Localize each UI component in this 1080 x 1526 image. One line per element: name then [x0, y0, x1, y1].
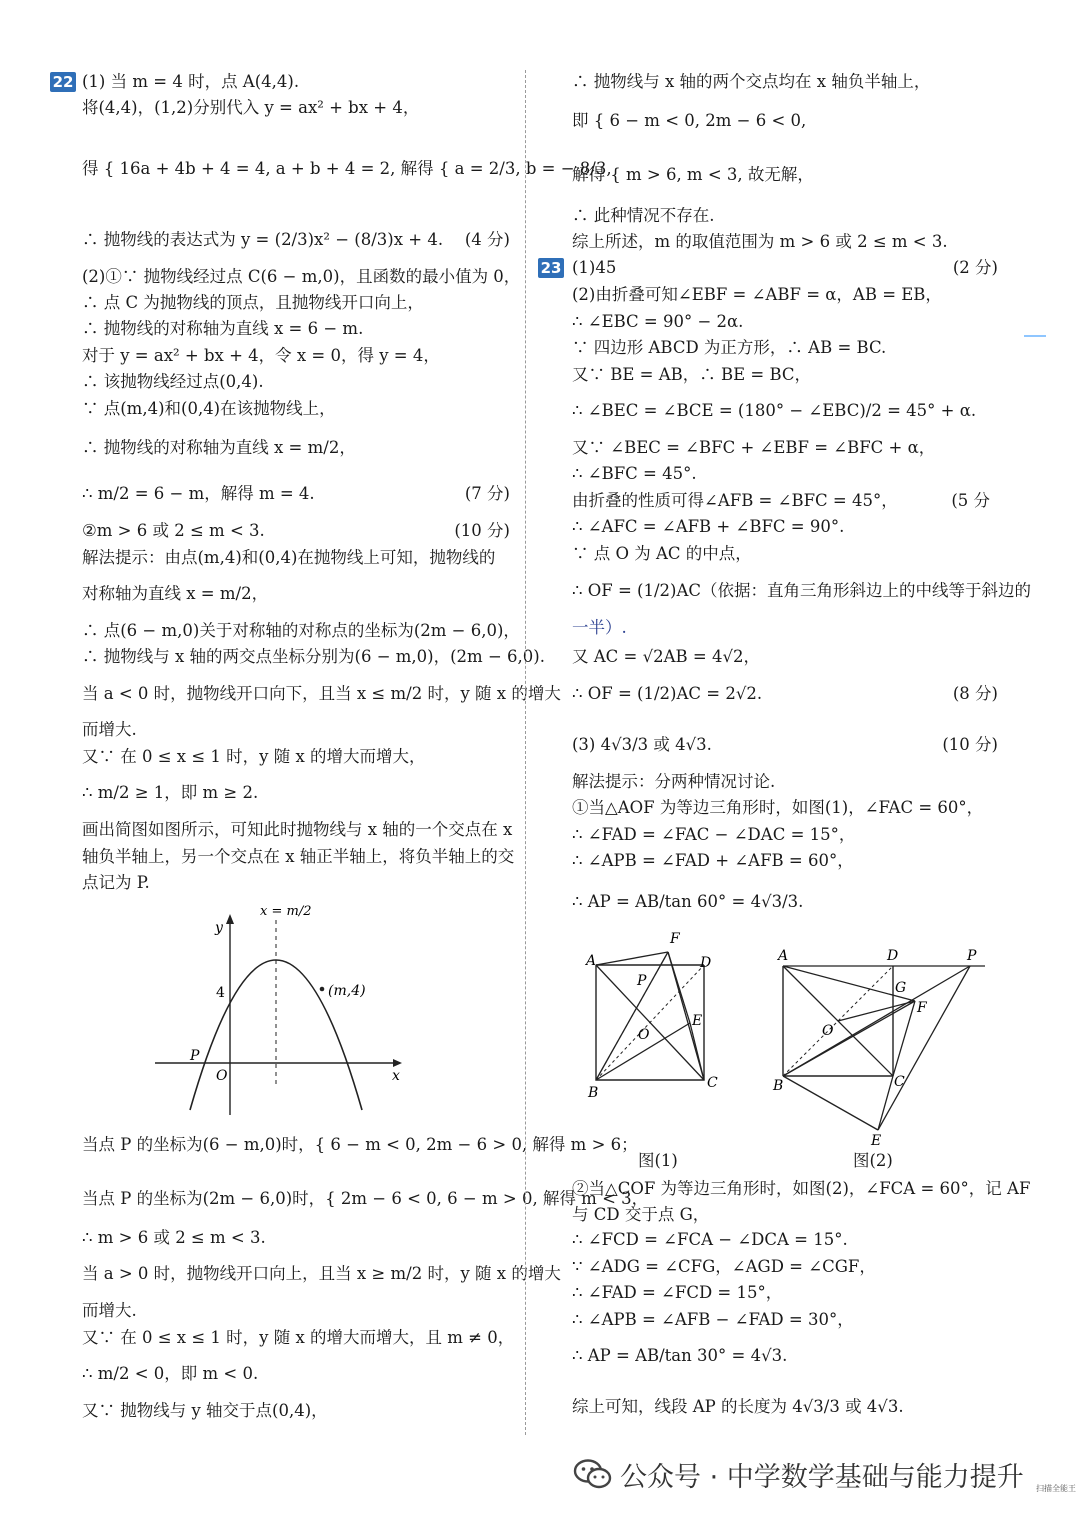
fig2-label-f: F: [917, 1000, 927, 1016]
q22-line: 当点 P 的坐标为(6 − m,0)时，{ 6 − m < 0, 2m − 6 > 0, 解得 m > 6；: [82, 1135, 638, 1154]
fig1-label-p: P: [637, 973, 647, 989]
q22-line: ∴ 抛物线与 x 轴的两交点坐标分别为(6 − m,0)，(2m − 6,0).: [82, 647, 545, 666]
parabola-graph: [150, 900, 410, 1120]
q22-line: ∴ 抛物线的表达式为 y = (2/3)x² − (8/3)x + 4.: [82, 230, 444, 249]
q23-line: ∵ 点 O 为 AC 的中点，: [572, 544, 752, 563]
q22-line: (1) 当 m = 4 时，点 A(4,4).: [82, 72, 300, 91]
q23-line: ∴ ∠AFC = ∠AFB + ∠BFC = 90°.: [572, 517, 845, 536]
wechat-icon: [573, 1458, 613, 1490]
score-label: (8 分): [952, 684, 998, 703]
graph-p-label: P: [190, 1048, 200, 1064]
q23-line: 又∵ BE = AB，∴ BE = BC，: [572, 365, 812, 384]
q23-line: ∴ AP = AB/tan 60° = 4√3/3.: [572, 892, 804, 911]
q23-line: 由折叠的性质可得∠AFB = ∠BFC = 45°，: [572, 491, 898, 510]
q23-line: ∴ ∠BFC = 45°.: [572, 464, 697, 483]
q23-line: ∵ 四边形 ABCD 为正方形，∴ AB = BC.: [572, 338, 887, 357]
q22-continued-line: ∴ 此种情况不存在.: [572, 206, 715, 225]
q22-line: 又∵ 在 0 ≤ x ≤ 1 时，y 随 x 的增大而增大，: [82, 747, 426, 766]
fig1-label-o: O: [638, 1027, 650, 1043]
graph-y-label: y: [215, 920, 223, 936]
q23-line: ∴ ∠BEC = ∠BCE = (180° − ∠EBC)/2 = 45° + α.: [572, 401, 977, 420]
score-label: (7 分): [464, 484, 510, 503]
graph-point-label: (m,4): [328, 983, 366, 999]
q23-line: ∴ OF = (1/2)AC = 2√2.: [572, 684, 763, 703]
fig2-label-e: E: [871, 1133, 882, 1149]
q23-line: (1)45: [572, 258, 617, 277]
score-label: (4 分): [464, 230, 510, 249]
q22-line: 而增大.: [82, 1301, 137, 1320]
fig1-label-f: F: [670, 931, 680, 947]
score-label: (10 分): [454, 521, 510, 540]
q22-line: 轴负半轴上，另一个交点在 x 轴正半轴上，将负半轴上的交: [82, 847, 515, 866]
q22-continued-line: 即 { 6 − m < 0, 2m − 6 < 0,: [572, 111, 807, 130]
q22-line: 将(4,4)，(1,2)分别代入 y = ax² + bx + 4，: [82, 98, 420, 117]
q23-line: ∴ ∠FAD = ∠FCD = 15°，: [572, 1283, 783, 1302]
fig1-label-e: E: [692, 1013, 703, 1029]
question-badge-22: 22: [50, 72, 76, 92]
q22-line: ∴ m/2 < 0，即 m < 0.: [82, 1364, 259, 1383]
q22-line: 解法提示：由点(m,4)和(0,4)在抛物线上可知，抛物线的: [82, 548, 496, 567]
q23-line: (2)由折叠可知∠EBF = ∠ABF = α，AB = EB，: [572, 285, 942, 304]
fig2-label-d: D: [887, 948, 899, 964]
q23-line: ∴ ∠EBC = 90° − 2α.: [572, 312, 744, 331]
q22-line: 对于 y = ax² + bx + 4，令 x = 0，得 y = 4，: [82, 346, 440, 365]
q22-line: ∴ m/2 ≥ 1，即 m ≥ 2.: [82, 783, 259, 802]
scanner-tag: 扫描全能王: [1036, 1484, 1076, 1493]
fig2-label-b: B: [773, 1078, 784, 1094]
q22-line: ∴ m > 6 或 2 ≤ m < 3.: [82, 1228, 266, 1247]
q22-line: ∴ 抛物线的对称轴为直线 x = m/2，: [82, 438, 356, 457]
q22-line: 对称轴为直线 x = m/2，: [82, 584, 269, 603]
watermark-text: 公众号 · 中学数学基础与能力提升: [620, 1462, 1024, 1493]
q23-line: ①当△AOF 为等边三角形时，如图(1)，∠FAC = 60°，: [572, 798, 984, 817]
fig1-caption: 图(1): [638, 1151, 678, 1170]
graph-axis-label: x = m/2: [260, 904, 312, 919]
fig2-label-o: O: [822, 1023, 834, 1039]
score-label: (5 分: [951, 491, 990, 510]
fig1-label-a: A: [586, 953, 597, 969]
q22-line: ∴ 该抛物线经过点(0,4).: [82, 372, 264, 391]
q22-line: (2)①∵ 抛物线经过点 C(6 − m,0)，且函数的最小值为 0，: [82, 267, 521, 286]
q23-line: 又 AC = √2AB = 4√2，: [572, 647, 760, 666]
q23-line: ∴ ∠APB = ∠FAD + ∠AFB = 60°，: [572, 851, 854, 870]
q23-line: ∴ OF = (1/2)AC（依据：直角三角形斜边上的中线等于斜边的: [572, 581, 1032, 600]
q22-line: 当点 P 的坐标为(2m − 6,0)时，{ 2m − 6 < 0, 6 − m > 0, 解得 m < 3，: [82, 1189, 649, 1208]
score-label: (2 分): [952, 258, 998, 277]
q22-continued-line: ∴ 抛物线与 x 轴的两个交点均在 x 轴负半轴上，: [572, 72, 931, 91]
fig2-label-c: C: [894, 1074, 905, 1090]
q23-line: 解法提示：分两种情况讨论.: [572, 772, 776, 791]
fig2-label-g: G: [895, 980, 907, 996]
q22-line: ②m > 6 或 2 ≤ m < 3.: [82, 521, 265, 540]
q23-line: ∴ ∠FCD = ∠FCA − ∠DCA = 15°.: [572, 1230, 848, 1249]
q23-line: 与 CD 交于点 G，: [572, 1205, 710, 1224]
q22-line: ∴ 点 C 为抛物线的顶点，且抛物线开口向上，: [82, 293, 424, 312]
q22-line: 当 a > 0 时，抛物线开口向上，且当 x ≥ m/2 时，y 随 x 的增大: [82, 1264, 561, 1283]
q23-line: ∵ ∠ADG = ∠CFG，∠AGD = ∠CGF，: [572, 1257, 876, 1276]
q22-line: ∴ m/2 = 6 − m，解得 m = 4.: [82, 484, 315, 503]
fig2-label-a: A: [778, 948, 789, 964]
graph-o-label: O: [216, 1068, 228, 1084]
q23-line: ∴ ∠APB = ∠AFB − ∠FAD = 30°，: [572, 1310, 854, 1329]
q23-line: ②当△COF 为等边三角形时，如图(2)，∠FCA = 60°，记 AF: [572, 1179, 1031, 1198]
fig1-label-c: C: [707, 1075, 718, 1091]
q22-line: 得 { 16a + 4b + 4 = 4, a + b + 4 = 2, 解得 { a = 2/3, b = − 8/3,: [82, 159, 612, 178]
q22-line: ∵ 点(m,4)和(0,4)在该抛物线上，: [82, 399, 336, 418]
q22-line: ∴ 点(6 − m,0)关于对称轴的对称点的坐标为(2m − 6,0)，: [82, 621, 520, 640]
q22-line: 又∵ 抛物线与 y 轴交于点(0,4)，: [82, 1401, 328, 1420]
q23-line: (3) 4√3/3 或 4√3.: [572, 735, 712, 754]
fig1-label-d: D: [700, 955, 712, 971]
q23-line: ∴ AP = AB/tan 30° = 4√3.: [572, 1346, 788, 1365]
figure-1: [580, 925, 760, 1105]
q22-line: 而增大.: [82, 720, 137, 739]
q23-line: 又∵ ∠BEC = ∠BFC + ∠EBF = ∠BFC + α，: [572, 438, 936, 457]
question-badge-23: 23: [538, 258, 564, 278]
fig2-label-p: P: [967, 948, 977, 964]
fig1-label-b: B: [588, 1085, 599, 1101]
q23-line: 一半）.: [572, 618, 627, 637]
graph-four-label: 4: [216, 985, 225, 1001]
graph-x-label: x: [392, 1068, 400, 1084]
q22-line: 画出简图如图所示，可知此时抛物线与 x 轴的一个交点在 x: [82, 820, 513, 839]
figure-2: [770, 940, 990, 1150]
fig2-caption: 图(2): [853, 1151, 893, 1170]
q22-line: 当 a < 0 时，抛物线开口向下，且当 x ≤ m/2 时，y 随 x 的增大: [82, 684, 561, 703]
score-label: (10 分): [942, 735, 998, 754]
column-divider: [525, 70, 526, 1435]
q22-continued-line: 综上所述，m 的取值范围为 m > 6 或 2 ≤ m < 3.: [572, 232, 948, 251]
scan-mark: [1024, 335, 1046, 337]
q22-continued-line: 解得 { m > 6, m < 3, 故无解，: [572, 165, 814, 184]
q22-line: ∴ 抛物线的对称轴为直线 x = 6 − m.: [82, 319, 364, 338]
q23-line: 综上可知，线段 AP 的长度为 4√3/3 或 4√3.: [572, 1397, 904, 1416]
q22-line: 点记为 P.: [82, 873, 150, 892]
q22-line: 又∵ 在 0 ≤ x ≤ 1 时，y 随 x 的增大而增大，且 m ≠ 0，: [82, 1328, 515, 1347]
q23-line: ∴ ∠FAD = ∠FAC − ∠DAC = 15°，: [572, 825, 856, 844]
